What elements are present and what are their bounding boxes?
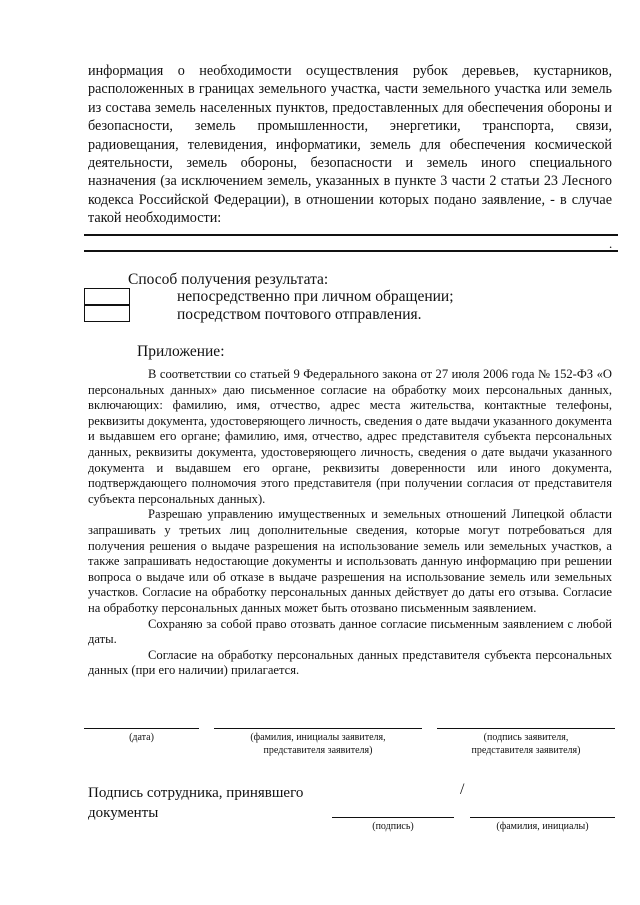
applicant-signature-line[interactable]: [437, 728, 615, 729]
appendix-title: Приложение:: [137, 343, 225, 360]
option-in-person: непосредственно при личном обращении;: [177, 288, 454, 305]
staff-name-caption: (фамилия, инициалы): [496, 821, 589, 832]
applicant-signature-caption-line1: (подпись заявителя,: [483, 732, 569, 743]
staff-name-line[interactable]: [470, 817, 615, 818]
staff-signature-label: Подпись сотрудника, принявшего документы: [88, 785, 304, 821]
date-caption: (дата): [129, 732, 154, 743]
applicant-name-caption-line2: представителя заявителя): [263, 745, 373, 756]
applicant-signature-caption: [437, 731, 615, 757]
applicant-signature-caption-line2: представителя заявителя): [471, 745, 581, 756]
applicant-name-caption: [214, 731, 422, 757]
intro-paragraph: информация о необходимости осуществления рубок деревьев, кустарников, расположенных в границах земельного участка, части земельного участка или земель из состава земель населенных пунктов, предоставленных для обеспечения обороны и безопасности, земель промышленности, энергетики, транспорта, связи, радиовещания, телевидения, информатики, земель для обеспечения космической деятельности, земель обороны, безопасности и земель иного специального назначения (за исключением земель, указанных в пункте 3 части 2 статьи 23 Лесного кодекса Российской Федерации), в отношении которых подано заявление, - в случае такой необходимости:: [88, 63, 612, 227]
trailing-dot: .: [609, 236, 613, 251]
fill-line-2[interactable]: [84, 250, 618, 252]
applicant-name-caption-line1: (фамилия, инициалы заявителя,: [250, 732, 386, 743]
checkbox-in-person[interactable]: [84, 288, 130, 305]
consent-block: [88, 367, 612, 679]
option-by-post: посредством почтового отправления.: [177, 306, 422, 323]
consent-paragraph: Разрешаю управлению имущественных и земельных отношений Липецкой области запрашивать у третьих лиц дополнительные сведения, которые могут потребоваться для получения решения о выдаче разрешения на использование земель или земельных участков, а также запрашивать недостающие документы и использовать данную информацию при решении вопроса о выдаче или об отказе в выдаче разрешения на использование земель или земельных участков. Согласие на обработку персональных данных действует до даты его отзыва. Согласие на обработку персональных данных может быть отозвано письменным заявлением.: [88, 507, 612, 615]
staff-signature-line[interactable]: [332, 817, 454, 818]
fill-line-1[interactable]: [84, 234, 618, 236]
applicant-name-line[interactable]: [214, 728, 422, 729]
date-line[interactable]: [84, 728, 199, 729]
signature-separator: /: [460, 781, 465, 798]
consent-paragraph: Сохраняю за собой право отозвать данное согласие письменным заявлением с любой даты.: [88, 616, 612, 647]
result-method-title: Способ получения результата:: [128, 271, 329, 288]
staff-signature-caption: (подпись): [372, 821, 414, 832]
consent-paragraph: Согласие на обработку персональных данных представителя субъекта персональных данных (при его наличии) прилагается.: [88, 647, 612, 678]
checkbox-by-post[interactable]: [84, 305, 130, 322]
consent-paragraph: В соответствии со статьей 9 Федерального закона от 27 июля 2006 года № 152-ФЗ «О персональных данных» даю письменное согласие на обработку моих персональных данных, включающих: фамилию, имя, отчество, адрес места жительства, контактные телефоны, реквизиты документа, удостоверяющего личность, сведения о дате выдачи указанного документа и выдавшем его органе; фамилию, имя, отчество, адрес представителя субъекта персональных данных, реквизиты документа, удостоверяющего личность, сведения о дате выдачи указанного документа и выдавшем его органе, реквизиты доверенности или иного документа, подтверждающего полномочия этого представителя (при получении согласия от представителя субъекта персональных данных).: [88, 367, 612, 506]
